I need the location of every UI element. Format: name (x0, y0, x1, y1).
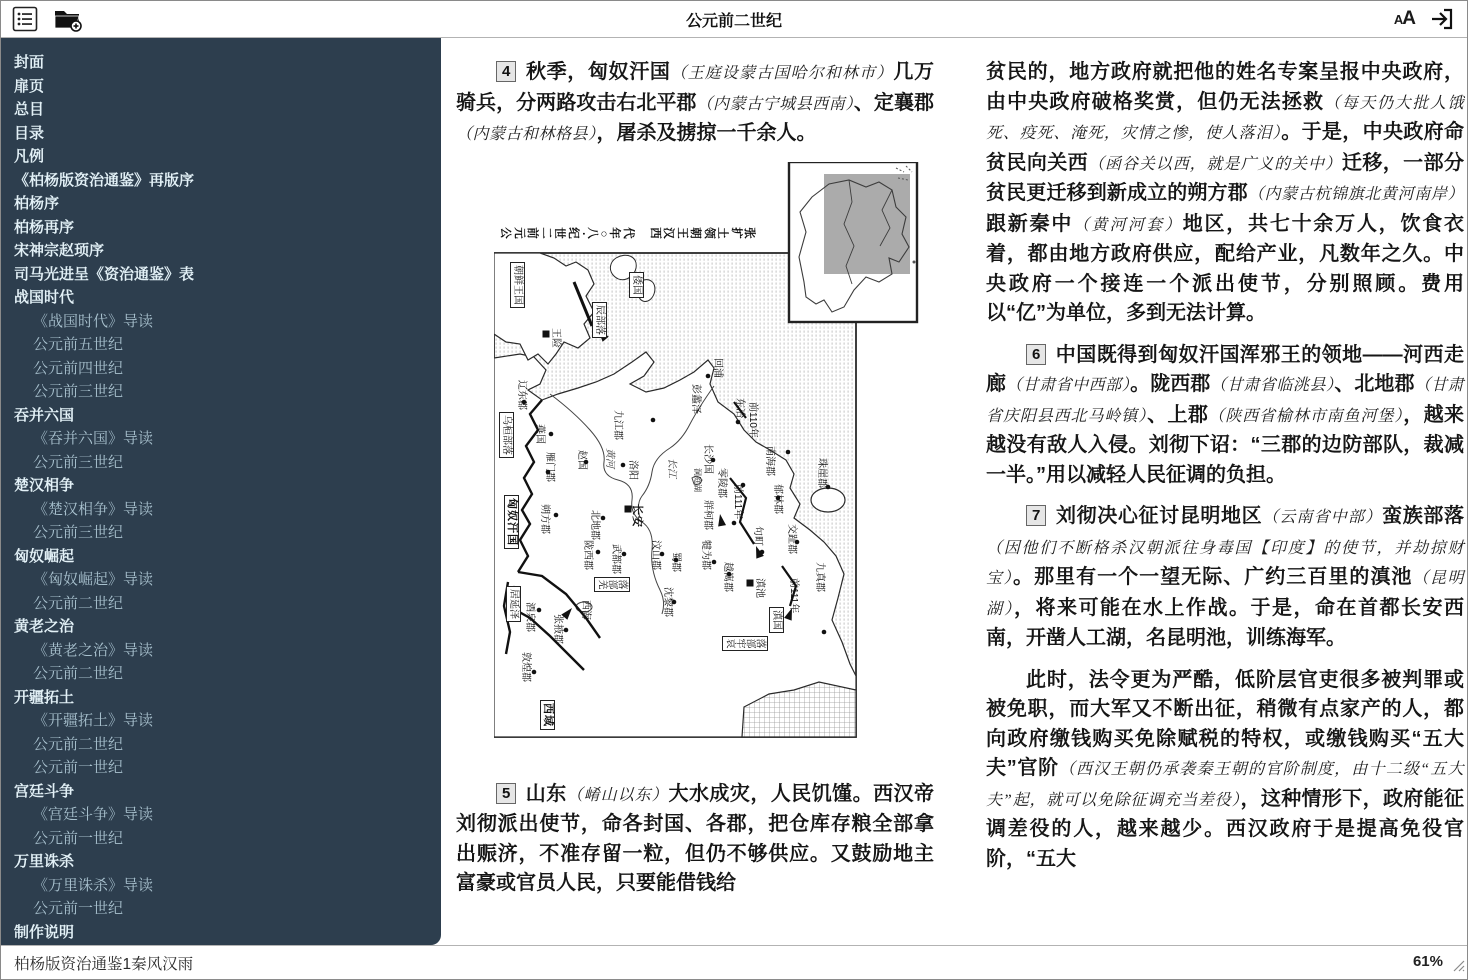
map-marker (706, 373, 711, 378)
body-text: 刘彻决心征讨昆明地区 (1055, 505, 1263, 527)
sidebar-item[interactable]: 总目 (14, 101, 45, 118)
body-text: 此时，法令更为严酷，低阶层官吏很多被判罪或被免职，而大军又不断出征，稍微有点家产的人，都向政府缴钱购买免除赋税的特权，或缴钱购买“五大夫”官阶 (986, 668, 1464, 779)
map-label: 滇国 (769, 607, 784, 633)
annotation-text: （因他们不断格杀汉朝派往身毒国【印度】的使节，并劫掠财宝） (986, 539, 1464, 587)
sidebar-item[interactable]: 公元前二世纪 (33, 665, 124, 682)
body-text: 迁移，一部分贫民更迁移到新成立的朔方郡 (986, 151, 1465, 204)
map-label: 滇池 (754, 577, 765, 598)
sidebar-item[interactable]: 司马光进呈《资治通鉴》表 (14, 265, 195, 283)
annotation-text: （每天仍大批人饿死、疫死、淹死，灾情之惨，使人落泪） (986, 94, 1464, 142)
map-marker (601, 515, 606, 520)
map-marker (564, 627, 569, 632)
annotation-text: （内蒙古和林格县） (456, 126, 597, 143)
map-label: 陇西郡 (582, 539, 593, 570)
body-text: 山东 (525, 782, 567, 805)
annotation-text: （函谷关以西，就是广义的关中） (1088, 155, 1342, 173)
map-marker (822, 629, 827, 634)
map-label: 北地郡 (589, 509, 600, 540)
top-toolbar (1, 1, 1467, 38)
body-text: 秋季，匈奴汗国 (525, 61, 671, 83)
map-marker (543, 330, 550, 337)
map-label: 洛阳 (627, 459, 638, 480)
sidebar-item[interactable]: 楚汉相争 (14, 477, 75, 494)
sidebar-item[interactable]: 万里诛杀 (14, 853, 75, 870)
map-marker (622, 551, 627, 556)
sidebar-item[interactable]: 目录 (14, 124, 45, 142)
map-label: 牂柯郡 (702, 499, 713, 530)
map-label: 越嶲郡 (722, 561, 733, 592)
map-label: 前110年 (747, 401, 758, 438)
map-marker (537, 607, 542, 612)
body-text: ，这种情形下，政府能征调差役的人，越来越少。西汉政府于是提高免役官阶，“五大 (986, 787, 1464, 870)
sidebar-item[interactable]: 柏杨再序 (14, 218, 75, 236)
body-text: 地区，共七十余万人，饮食衣着，都由地方政府供应，配给产业，凡数年之久。中央政府一个接连一个派出使节，分别照顾。费用以“亿”为单位，多到无法计算。 (986, 212, 1464, 324)
sidebar-item[interactable]: 凡例 (14, 148, 45, 165)
chapter-title: 公元前二世纪 (685, 13, 782, 30)
sidebar-item[interactable]: 宫廷斗争 (14, 782, 75, 800)
sidebar-item[interactable]: 《黄老之治》导读 (33, 641, 154, 659)
page-column-right (986, 58, 1464, 886)
map-label: 珠崖郡 (816, 457, 827, 488)
annotation-text: （甘肃省中西部） (1006, 377, 1131, 394)
annotation-text: （昆明湖） (986, 570, 1464, 618)
map-label: 酒泉郡 (524, 601, 535, 632)
map-label: 长江 (666, 457, 677, 478)
map-label: 九真郡 (814, 561, 825, 592)
map-label: 居延泽 (506, 586, 521, 622)
sidebar-item[interactable]: 公元前二世纪 (33, 594, 124, 612)
sidebar-item[interactable]: 扉页 (14, 77, 45, 95)
map-label: 郁林郡 (772, 483, 783, 514)
map-label: 敦煌郡 (520, 651, 531, 682)
map-label: 前111年 (788, 577, 799, 613)
body-text: 贫民的，地方政府就把他的姓名专案呈报中央政府，由中央政府破格奖赏，但仍无法拯救 (986, 61, 1464, 113)
map-label: 哀牢部落 (722, 636, 768, 651)
map-label: 王险 (550, 327, 561, 348)
map-label: 匈奴汗国 (504, 495, 519, 549)
annotation-text: （甘肃省临洮县） (1210, 377, 1335, 394)
page-column-left (456, 58, 934, 911)
body-text: ，将来可能在水上作战。于是，命在首都长安西南，开凿人工湖，名昆明池，训练海军。 (986, 596, 1464, 649)
map-label: 朝鲜王国 (510, 262, 525, 308)
map-title: 公 元 前 二 世 纪·八○年 代 西 汉 王 朝 领 土 扩 张 (498, 226, 756, 239)
annotation-text: （黄河河套） (1073, 216, 1183, 234)
map-label: 黄河 (604, 447, 615, 468)
exit-icon[interactable] (1429, 6, 1455, 37)
body-text: 。那里有一个一望无际、广约三百里的滇池 (1013, 566, 1413, 588)
map-label: 蜀郡 (670, 551, 681, 572)
map-label: 倭国 (629, 272, 644, 298)
map-marker (712, 559, 717, 564)
body-text: 大水成灾，人民饥馑。西汉帝刘彻派出使节，命各封国、各郡，把仓库存粮全部拿出赈济，不准存留一粒，但仍不够供应。又鼓励地主富豪或官员人民，只要能借钱给 (456, 782, 935, 894)
map-label: 南海郡 (764, 445, 775, 476)
map-marker (549, 431, 554, 436)
map-marker (732, 520, 737, 525)
sidebar-item[interactable]: 吞并六国 (14, 406, 75, 424)
map-marker (621, 462, 626, 467)
map-label: 句町 (752, 525, 763, 546)
sidebar-item[interactable]: 封面 (14, 54, 45, 71)
annotation-text: （内蒙古杭锦旗北黄河南岸） (1247, 186, 1464, 203)
sidebar-item[interactable]: 开疆拓土 (14, 688, 75, 706)
body-text: 蛮族部落 (1382, 505, 1465, 527)
sidebar-item[interactable]: 《开疆拓土》导读 (33, 712, 154, 729)
annotation-text: （陕西省榆林市南鱼河堡） (1208, 407, 1404, 425)
map-label: 赵国 (576, 449, 587, 470)
sidebar-item[interactable]: 宋神宗赵顼序 (14, 242, 105, 259)
annotation-text: （甘肃省庆阳县西北马岭镇） (986, 377, 1465, 425)
annotation-text: （崤山以东） (566, 786, 669, 804)
paragraph (986, 341, 1464, 491)
sidebar-item[interactable]: 制作说明 (14, 923, 75, 941)
annotation-text: （内蒙古宁城县西南） (696, 95, 854, 113)
map-marker (736, 419, 741, 424)
body-text: 、北地郡 (1334, 373, 1415, 395)
sidebar-item[interactable]: 《万里诛杀》导读 (33, 876, 154, 894)
map-label: 犍为郡 (700, 539, 711, 570)
map-marker (554, 512, 559, 517)
body-text: ，越来越没有敌人入侵。刘彻下诏：“三郡的边防部队，裁减一半。”用以减轻人民征调的负担。 (986, 403, 1464, 486)
sidebar-item[interactable]: 《战国时代》导读 (33, 312, 154, 330)
sidebar-item[interactable]: 战国时代 (14, 289, 75, 306)
sidebar-item[interactable]: 《匈奴崛起》导读 (33, 571, 154, 588)
map-label: 辰部落 (592, 302, 607, 338)
map-label: 朔方郡 (539, 503, 550, 534)
map-label: 九江郡 (612, 409, 623, 440)
body-text: 中国既得到匈奴汗国浑邪王的领地——河西走廊 (986, 343, 1464, 395)
body-text: 、上郡 (1147, 403, 1209, 426)
sidebar-item[interactable]: 公元前五世纪 (33, 336, 124, 353)
paragraph-number: 7 (1026, 505, 1046, 526)
annotation-text: （云南省中部） (1262, 509, 1383, 526)
map-marker (786, 449, 791, 454)
paragraph-number: 4 (496, 61, 516, 82)
map-marker (532, 669, 537, 674)
map-label: 零陵郡 (716, 467, 727, 498)
book-title: 柏杨版资治通鉴1秦风汉雨 (14, 956, 194, 973)
sidebar-item[interactable]: 《楚汉相争》导读 (33, 500, 154, 518)
map-label: 交趾郡 (786, 523, 797, 554)
map-marker (651, 417, 656, 422)
sidebar-item[interactable]: 公元前三世纪 (33, 524, 124, 541)
map-label: 羌部落 (594, 577, 630, 592)
toc-sidebar (1, 38, 441, 945)
annotation-text: （西汉王朝仍承袭秦王朝的官阶制度，由十二级“五大夫”起，就可以免除征调充当差役） (986, 761, 1465, 809)
map-label: 乌桓部落 (499, 412, 514, 458)
map-label: 汶山郡 (650, 539, 661, 570)
body-text: 跟新秦中 (986, 212, 1074, 235)
map-marker (747, 579, 754, 586)
sidebar-item[interactable]: 匈奴崛起 (14, 547, 75, 565)
resize-grip[interactable] (1452, 959, 1465, 977)
sidebar-item[interactable]: 公元前二世纪 (33, 735, 124, 753)
body-text: ，屠杀及掳掠一千余人。 (596, 122, 817, 144)
map-label: 雁门郡 (544, 451, 555, 482)
paragraph (986, 666, 1464, 875)
body-text: 、定襄郡 (853, 91, 935, 114)
map-label: 彭蠡泽 (690, 383, 701, 414)
map-label: 长安 (631, 503, 643, 528)
sidebar-item[interactable]: 柏杨序 (14, 195, 60, 212)
sidebar-item[interactable]: 黄老之治 (14, 618, 75, 635)
map-label: 长沙国 (702, 443, 713, 474)
sidebar-item[interactable]: 《吞并六国》导读 (33, 430, 154, 447)
map-label: 西域 (540, 700, 555, 730)
paragraph (456, 58, 934, 150)
map-label: 东冶 (734, 397, 745, 418)
sidebar-item[interactable]: 公元前一世纪 (33, 759, 124, 776)
map-label: 辽东郡 (516, 379, 527, 410)
body-text: 。于是，中央政府命贫民向关西 (986, 121, 1464, 174)
paragraph (986, 58, 1464, 329)
sidebar-item[interactable]: 公元前三世纪 (33, 383, 124, 400)
paragraph (986, 502, 1464, 654)
map-label: 前111年 (732, 483, 743, 519)
map-label: 燕国 (534, 423, 545, 444)
sidebar-item[interactable]: 公元前三世纪 (33, 453, 124, 471)
sidebar-item[interactable]: 《宫廷斗争》导读 (33, 806, 154, 823)
body-text: 。陇西郡 (1130, 373, 1211, 395)
map-label: 沈黎郡 (662, 586, 673, 617)
map-label: 西海 (580, 599, 591, 620)
status-bar (1, 945, 1467, 979)
map-figure (494, 162, 922, 768)
paragraph (456, 780, 934, 899)
sidebar-item[interactable]: 公元前一世纪 (33, 829, 124, 847)
map-label: 张掖郡 (552, 613, 563, 644)
paragraph-number: 6 (1026, 344, 1046, 365)
body-text: 几万骑兵，分两路攻击右北平郡 (456, 61, 935, 114)
reading-progress: 61% (1412, 953, 1443, 970)
map-marker (596, 549, 601, 554)
annotation-text: （王庭设蒙古国哈尔和林市） (670, 65, 894, 82)
font-size-icon[interactable]: AA (1393, 8, 1415, 29)
paragraph-number: 5 (496, 783, 516, 804)
map-label: 洞庭湖 (693, 467, 702, 492)
sidebar-item[interactable]: 《柏杨版资治通鉴》再版序 (14, 171, 195, 189)
sidebar-item[interactable]: 公元前四世纪 (33, 359, 124, 377)
map-label: 武都郡 (610, 543, 621, 574)
map-label: 回浦 (712, 357, 723, 378)
inset-map (789, 162, 917, 322)
sidebar-item[interactable]: 公元前一世纪 (33, 900, 124, 917)
